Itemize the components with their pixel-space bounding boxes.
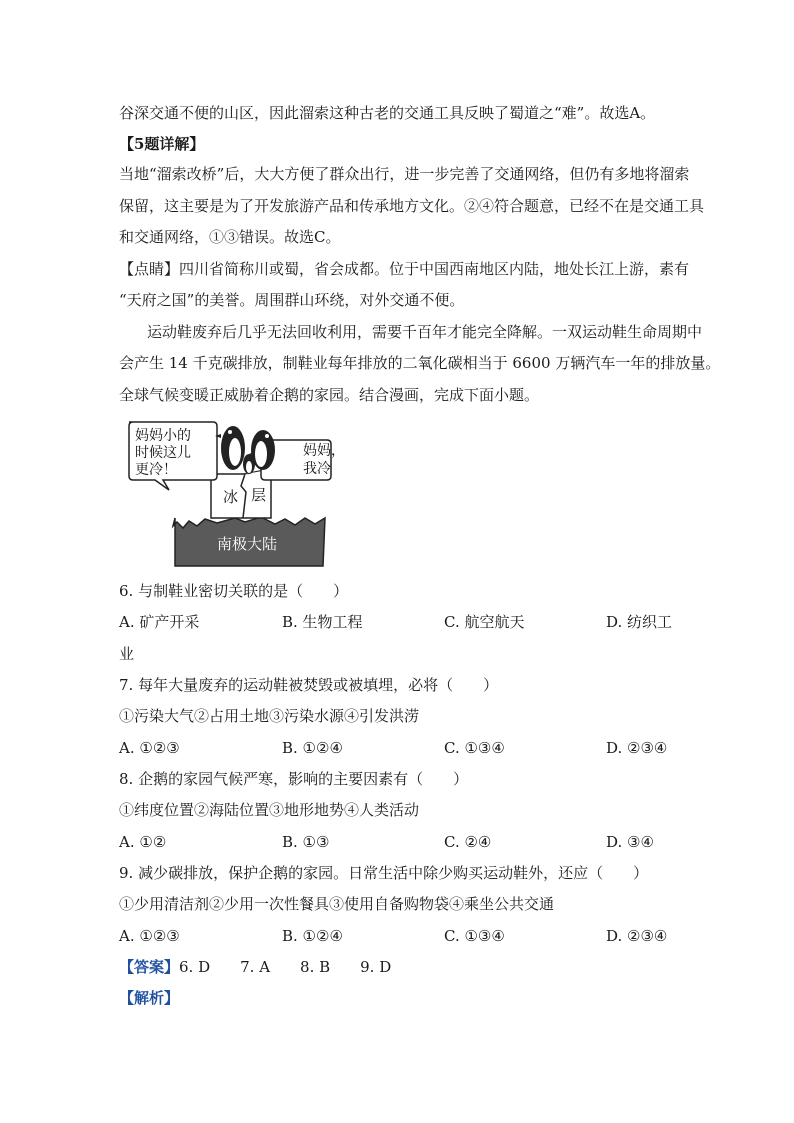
question-sub: ①污染大气②占用土地③污染水源④引发洪涝	[119, 707, 420, 725]
bubble-left-line: 时候这儿	[135, 445, 191, 461]
choice-b[interactable]: B. 生物工程	[282, 613, 363, 631]
choice-d-wrap: 业	[119, 645, 135, 663]
choice-c[interactable]: C. ①③④	[444, 739, 505, 757]
q5-header: 【5题详解】	[119, 135, 205, 153]
ice-label: 层	[251, 486, 267, 504]
penguin-cartoon	[125, 418, 345, 570]
note-line: “天府之国”的美誉。周围群山环绕，对外交通不便。	[119, 291, 465, 309]
q5-explanation-line: 保留，这主要是为了开发旅游产品和传承地方文化。②④符合题意，已经不在是交通工具	[119, 197, 705, 215]
choice-c[interactable]: C. ①③④	[444, 927, 505, 945]
bubble-right-line: 我冷	[303, 461, 331, 477]
question-sub: ①少用清洁剂②少用一次性餐具③使用自备购物袋④乘坐公共交通	[119, 895, 555, 913]
choice-c[interactable]: C. 航空航天	[444, 613, 525, 631]
q5-explanation-line: 和交通网络，①③错误。故选C。	[119, 228, 341, 246]
choice-d[interactable]: D. ③④	[606, 833, 654, 851]
choice-a[interactable]: A. ①②	[119, 833, 167, 851]
passage-line: 会产生 14 千克碳排放，制鞋业每年排放的二氧化碳相当于 6600 万辆汽车一年的排放量。	[119, 354, 721, 372]
land-label: 南极大陆	[217, 535, 278, 553]
penguin-mother	[215, 426, 245, 470]
question-stem: 9. 减少碳排放，保护企鹅的家园。日常生活中除少购买运动鞋外，还应（ ）	[119, 864, 649, 882]
bubble-left-line: 更冷！	[135, 462, 177, 478]
choice-a[interactable]: A. ①②③	[119, 739, 180, 757]
question-stem: 7. 每年大量废弃的运动鞋被焚毁或被填埋，必将（ ）	[119, 676, 499, 694]
question-stem: 8. 企鹅的家园气候严寒，影响的主要因素有（ ）	[119, 770, 469, 788]
choice-c[interactable]: C. ②④	[444, 833, 492, 851]
choice-b[interactable]: B. ①③	[282, 833, 330, 851]
passage-line: 运动鞋废弃后几乎无法回收利用，需要千百年才能完全降解。一双运动鞋生命周期中	[147, 323, 703, 341]
passage-line: 全球气候变暖正威胁着企鹅的家园。结合漫画，完成下面小题。	[119, 386, 540, 404]
penguin-baby	[243, 454, 255, 474]
bubble-left-line: 妈妈小的	[135, 428, 191, 444]
answer-text: 6. D 7. A 8. B 9. D	[179, 958, 392, 976]
q5-explanation-line: 当地“溜索改桥”后，大大方便了群众出行，进一步完善了交通网络，但仍有多地将溜索	[119, 165, 690, 183]
choice-d[interactable]: D. ②③④	[606, 739, 668, 757]
ice-label: 冰	[223, 488, 239, 506]
choice-d[interactable]: D. 纺织工	[606, 613, 673, 631]
intro-line: 谷深交通不便的山区，因此溜索这种古老的交通工具反映了蜀道之“难”。故选A。	[119, 104, 656, 122]
bubble-right-line: 妈妈，	[303, 443, 345, 459]
question-sub: ①纬度位置②海陆位置③地形地势④人类活动	[119, 801, 420, 819]
choice-b[interactable]: B. ①②④	[282, 927, 343, 945]
choice-a[interactable]: A. ①②③	[119, 927, 180, 945]
choice-b[interactable]: B. ①②④	[282, 739, 343, 757]
choice-a[interactable]: A. 矿产开采	[119, 613, 200, 631]
analysis-label: 【解析】	[119, 989, 180, 1007]
answer-label: 【答案】	[119, 958, 180, 976]
choice-d[interactable]: D. ②③④	[606, 927, 668, 945]
question-stem: 6. 与制鞋业密切关联的是（ ）	[119, 582, 349, 600]
answer-row	[119, 957, 391, 977]
note-line: 【点睛】四川省简称川或蜀，省会成都。位于中国西南地区内陆，地处长江上游，素有	[119, 260, 690, 278]
